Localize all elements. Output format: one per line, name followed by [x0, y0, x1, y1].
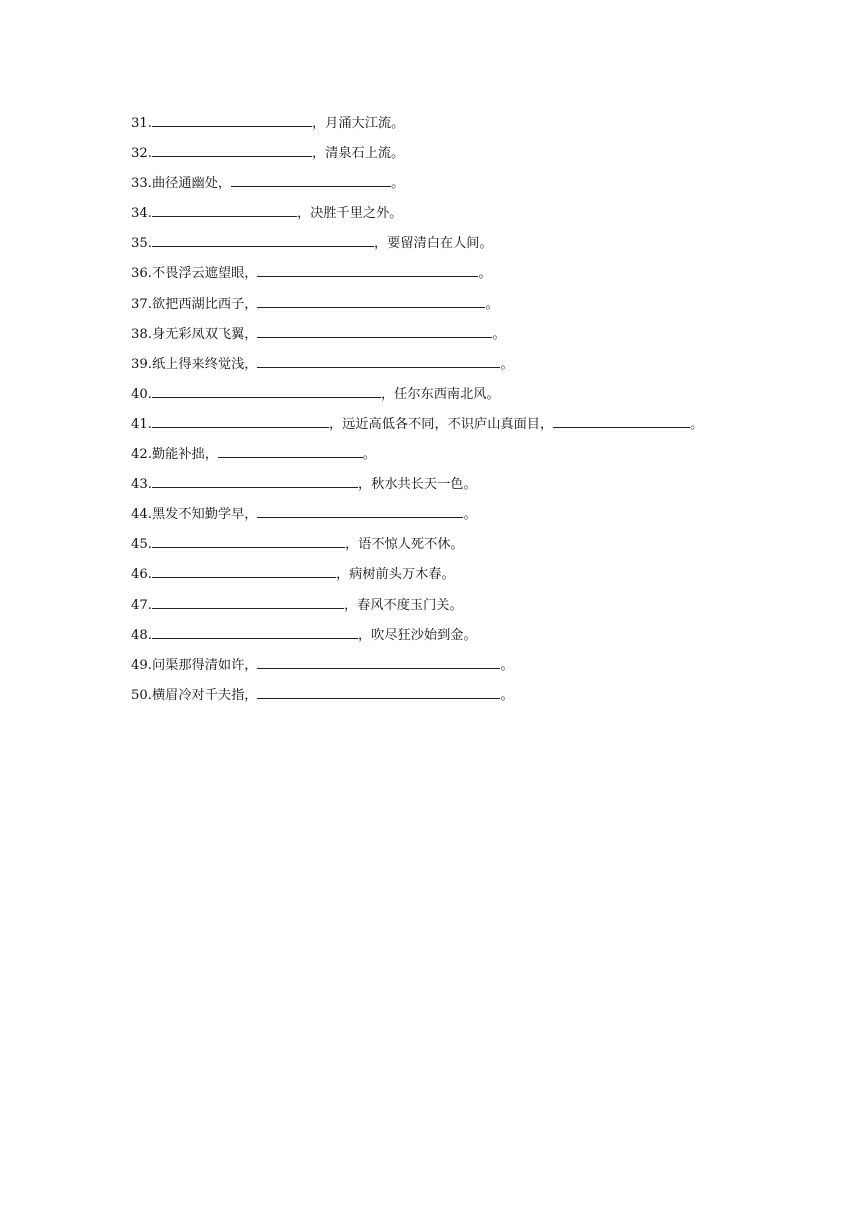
question-41: [131, 413, 831, 443]
question-32: [131, 142, 831, 172]
question-number: 43.: [131, 477, 152, 493]
question-42: [131, 443, 831, 473]
question-number: 36.: [131, 266, 152, 282]
question-number: 35.: [131, 236, 152, 252]
question-text: ，远近高低各不同，不识庐山真面目，: [328, 416, 554, 432]
answer-blank[interactable]: [152, 595, 344, 609]
question-number: 40.: [131, 386, 152, 402]
question-38: [131, 323, 831, 353]
answer-blank[interactable]: [257, 263, 478, 277]
question-40: [131, 383, 831, 413]
question-text: 。: [500, 356, 514, 372]
question-text: 。: [391, 176, 405, 192]
question-47: [131, 594, 831, 624]
question-34: [131, 202, 831, 232]
question-number: 48.: [131, 627, 152, 643]
question-number: 44.: [131, 507, 152, 523]
question-text: 黑发不知勤学早，: [151, 507, 258, 523]
question-text: 问渠那得清如许，: [151, 657, 258, 673]
question-number: 47.: [131, 597, 152, 613]
question-list: [131, 112, 831, 714]
question-text: ，清泉石上流。: [311, 146, 405, 162]
answer-blank[interactable]: [257, 655, 500, 669]
question-33: [131, 172, 831, 202]
question-number: 37.: [131, 296, 152, 312]
answer-blank[interactable]: [257, 354, 500, 368]
question-text: 。: [478, 266, 492, 282]
question-number: 42.: [131, 447, 152, 463]
question-text: ，语不惊人死不休。: [344, 537, 464, 553]
question-number: 50.: [131, 687, 152, 703]
question-text: ，任尔东西南北风。: [380, 386, 500, 402]
question-37: [131, 293, 831, 323]
question-text: 曲径通幽处，: [151, 176, 232, 192]
question-text: 。: [500, 687, 514, 703]
question-46: [131, 563, 831, 593]
question-number: 39.: [131, 356, 152, 372]
answer-blank[interactable]: [553, 414, 690, 428]
question-text: ，春风不度玉门关。: [343, 597, 463, 613]
question-50: [131, 684, 831, 714]
answer-blank[interactable]: [152, 143, 312, 157]
question-text: ，病树前头万木春。: [335, 567, 455, 583]
question-48: [131, 624, 831, 654]
question-text: 不畏浮云遮望眼，: [151, 266, 258, 282]
answer-blank[interactable]: [152, 625, 358, 639]
question-35: [131, 232, 831, 262]
question-text: 。: [362, 447, 377, 463]
question-number: 31.: [131, 116, 152, 131]
answer-blank[interactable]: [152, 474, 358, 488]
answer-blank[interactable]: [152, 564, 336, 578]
question-text: 纸上得来终觉浅，: [151, 356, 258, 372]
question-text: 欲把西湖比西子，: [151, 296, 258, 312]
answer-blank[interactable]: [152, 414, 329, 428]
answer-blank[interactable]: [152, 113, 312, 127]
answer-blank[interactable]: [152, 384, 381, 398]
answer-blank[interactable]: [152, 203, 297, 217]
answer-blank[interactable]: [257, 294, 485, 308]
question-text: 。: [485, 296, 499, 312]
question-number: 38.: [131, 326, 152, 342]
question-text: ，决胜千里之外。: [296, 206, 403, 222]
question-44: [131, 503, 831, 533]
question-text: 。: [492, 326, 506, 342]
answer-blank[interactable]: [257, 324, 492, 338]
question-number: 33.: [131, 176, 152, 192]
question-number: 41.: [131, 416, 152, 432]
question-text: 。: [690, 416, 704, 432]
question-31: [131, 112, 831, 142]
answer-blank[interactable]: [218, 444, 363, 458]
question-text: ，要留清白在人间。: [373, 236, 493, 252]
answer-blank[interactable]: [257, 504, 463, 518]
question-number: 34.: [131, 206, 152, 222]
question-43: [131, 473, 831, 503]
question-number: 46.: [131, 567, 152, 583]
answer-blank[interactable]: [257, 685, 500, 699]
question-36: [131, 262, 831, 292]
question-text: ，秋水共长天一色。: [357, 477, 477, 493]
question-text: 。: [500, 657, 514, 673]
answer-blank[interactable]: [152, 534, 345, 548]
question-text: 勤能补拙，: [151, 447, 218, 463]
question-number: 32.: [131, 146, 152, 162]
question-text: 。: [463, 507, 477, 523]
question-number: 49.: [131, 657, 152, 673]
question-text: 身无彩凤双飞翼，: [151, 326, 258, 342]
question-number: 45.: [131, 537, 152, 553]
question-45: [131, 533, 831, 563]
question-49: [131, 654, 831, 684]
question-text: 横眉冷对千夫指，: [151, 687, 258, 703]
question-39: [131, 353, 831, 383]
answer-blank[interactable]: [152, 233, 374, 247]
answer-blank[interactable]: [231, 173, 391, 187]
question-text: ，月涌大江流。: [311, 116, 405, 131]
question-text: ，吹尽狂沙始到金。: [357, 627, 477, 643]
